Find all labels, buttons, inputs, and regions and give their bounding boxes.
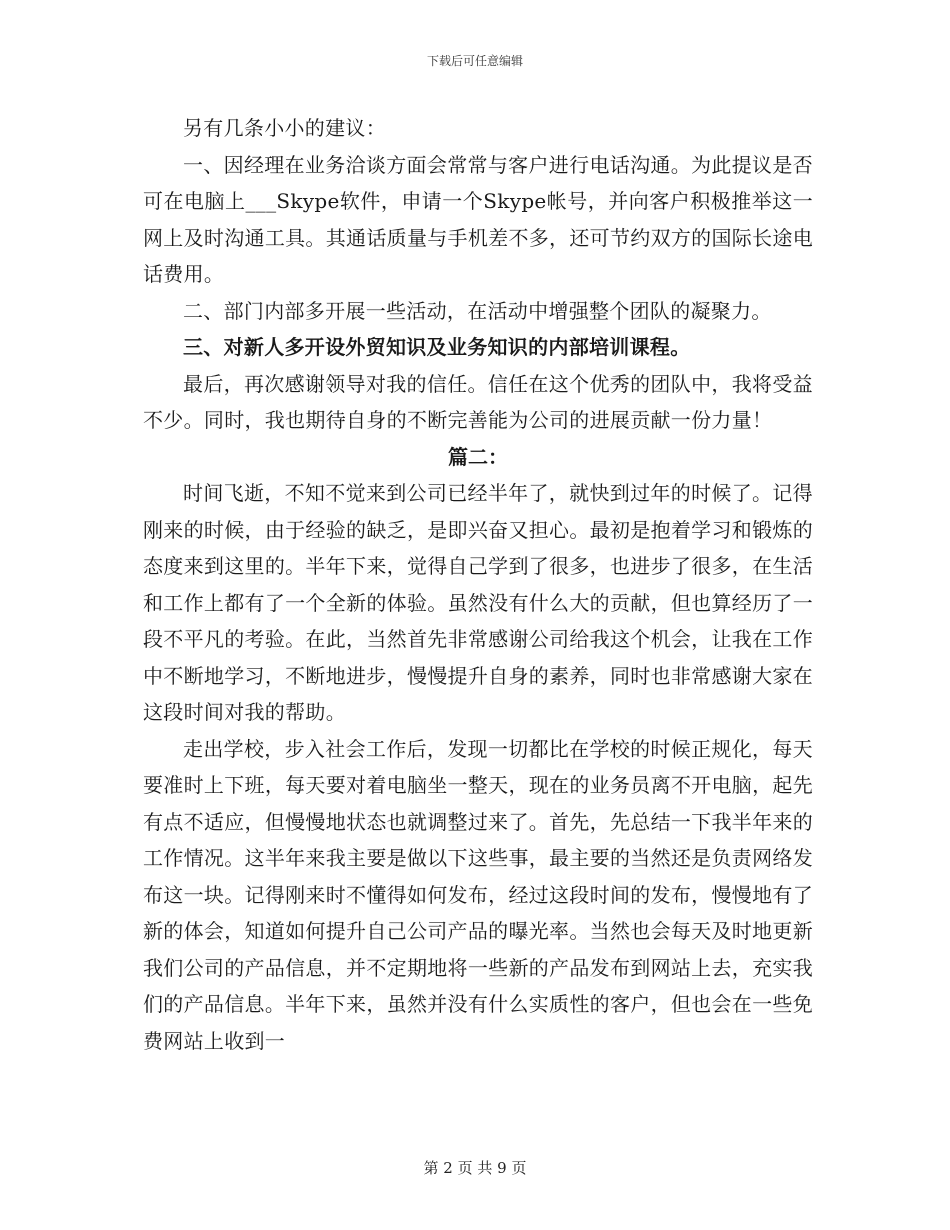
paragraph-suggestions-intro: 另有几条小小的建议： [183, 116, 386, 140]
section-paragraph-2: 走出学校，步入社会工作后，发现一切都比在学校的时候正规化，每天要准时上下班，每天要对着电脑坐一整天，现在的业务员离不开电脑，起先有点不适应，但慢慢地状态也就调整过来了。首先，先总结一下我半年来的工作情况。这半年来我主要是做以下这些事，最主要的当然还是负责网络发布这一块。记得刚来时不懂得如何发布，经过这段时间的发布，慢慢地有了新的体会，知道如何提升自己公司产品的曝光率。当然也会每天及时地更新我们公司的产品信息，并不定期地将一些新的产品发布到网站上去，充实我们的产品信息。半年下来，虽然并没有什么实质性的客户，但也会在一些免费网站上收到一 [143, 736, 813, 1053]
paragraph-suggestion-1: 一、因经理在业务洽谈方面会常常与客户进行电话沟通。为此提议是否可在电脑上___Skype软件，申请一个Skype帐号，并向客户积极推举这一网上及时沟通工具。其通话质量与手机差不多，还可节约双方的国际长途电话费用。 [143, 152, 813, 286]
page-header: 下载后可任意编辑 [426, 54, 523, 68]
page-footer: 第 2 页 共 9 页 [423, 1159, 527, 1177]
document-body [143, 110, 813, 1059]
section-title: 篇二： [448, 444, 508, 469]
paragraph-suggestion-3: 三、对新人多开设外贸知识及业务知识的内部培训课程。 [183, 335, 691, 359]
section-paragraph-1: 时间飞逝，不知不觉来到公司已经半年了，就快到过年的时候了。记得刚来的时候，由于经验的缺乏，是即兴奋又担心。最初是抱着学习和锻炼的态度来到这里的。半年下来，觉得自己学到了很多，也进步了很多，在生活和工作上都有了一个全新的体验。虽然没有什么大的贡献，但也算经历了一段不平凡的考验。在此，当然首先非常感谢公司给我这个机会，让我在工作中不断地学习，不断地进步，慢慢提升自身的素养，同时也非常感谢大家在这段时间对我的帮助。 [143, 481, 813, 724]
paragraph-closing: 最后，再次感谢领导对我的信任。信任在这个优秀的团队中，我将受益不少。同时，我也期待自身的不断完善能为公司的进展贡献一份力量！ [143, 371, 813, 432]
paragraph-suggestion-2: 二、部门内部多开展一些活动，在活动中增强整个团队的凝聚力。 [183, 298, 772, 323]
